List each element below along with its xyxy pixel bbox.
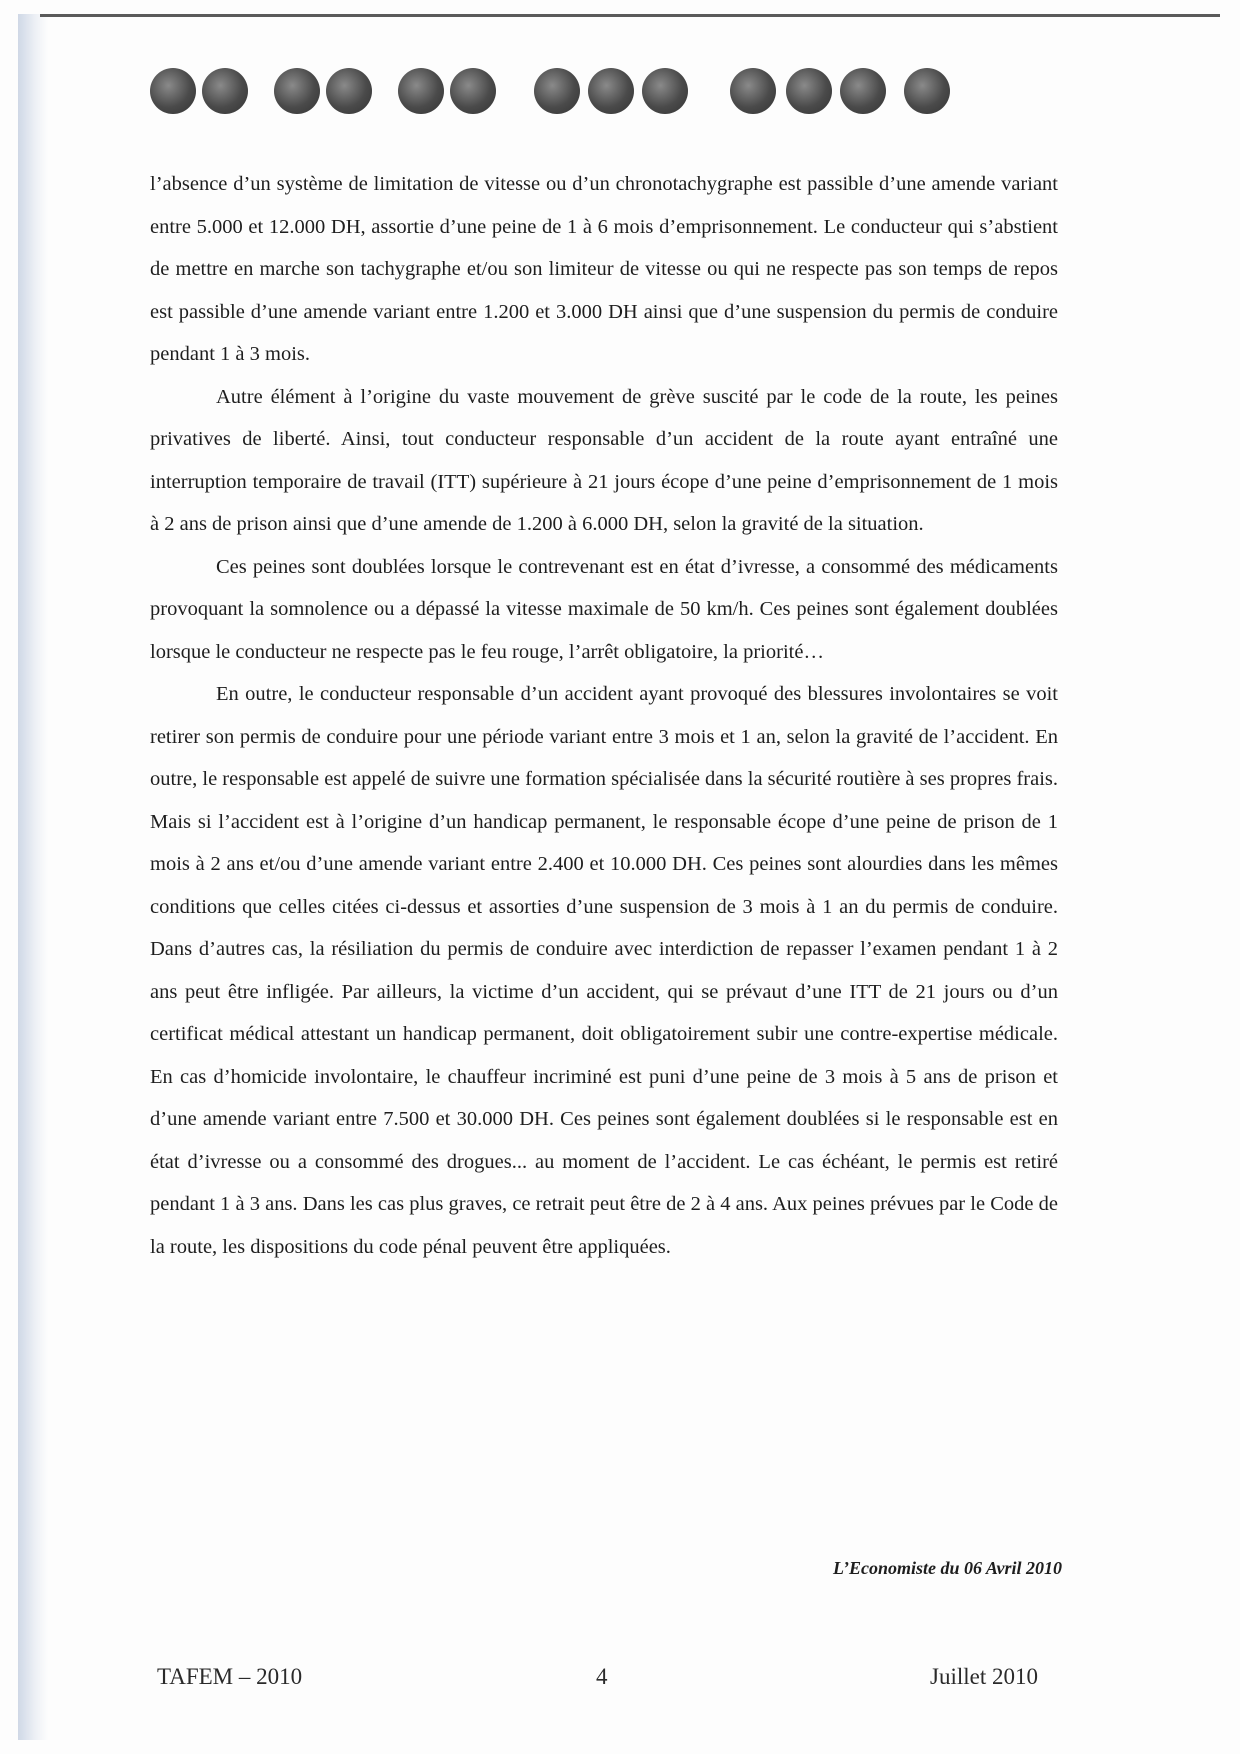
- dot-icon: [786, 68, 832, 114]
- scan-edge-left: [18, 14, 48, 1740]
- dot-icon: [588, 68, 634, 114]
- paragraph: Ces peines sont doublées lorsque le contrevenant est en état d’ivresse, a consommé des médicaments provoquant la somnolence ou a dépassé la vitesse maximale de 50 km/h. Ces peines sont également doublées lorsque le conducteur ne respecte pas le feu rouge, l’arrêt obligatoire, la priorité…: [150, 555, 1058, 663]
- dot-icon: [642, 68, 688, 114]
- decorative-dot-header: [150, 68, 1050, 124]
- dot-icon: [534, 68, 580, 114]
- dot-icon: [326, 68, 372, 114]
- scan-edge-top: [40, 14, 1220, 17]
- dot-icon: [450, 68, 496, 114]
- dot-icon: [202, 68, 248, 114]
- page-number: 4: [596, 1664, 608, 1689]
- paragraph: l’absence d’un système de limitation de vitesse ou d’un chronotachygraphe est passible d’une amende variant entre 5.000 et 12.000 DH, assortie d’une peine de 1 à 6 mois d’emprisonnement. Le conducteur qui s’abstient de mettre en marche son tachygraphe et/ou son limiteur de vitesse ou qui ne respecte pas son temps de repos est passible d’une amende variant entre 1.200 et 3.000 DH ainsi que d’une suspension du permis de conduire pendant 1 à 3 mois.: [150, 173, 1058, 365]
- footer-right: Juillet 2010: [930, 1664, 1038, 1689]
- dot-icon: [150, 68, 196, 114]
- paragraph: Autre élément à l’origine du vaste mouvement de grève suscité par le code de la route, les peines privatives de liberté. Ainsi, tout conducteur responsable d’un accident de la route ayant entraîné une interruption temporaire de travail (ITT) supérieure à 21 jours écope d’une peine d’emprisonnement de 1 mois à 2 ans de prison ainsi que d’une amende de 1.200 à 6.000 DH, selon la gravité de la situation.: [150, 385, 1058, 535]
- source-citation: L’Economiste du 06 Avril 2010: [832, 1558, 1062, 1578]
- dot-icon: [904, 68, 950, 114]
- dot-icon: [274, 68, 320, 114]
- dot-icon: [840, 68, 886, 114]
- dot-icon: [398, 68, 444, 114]
- dot-icon: [730, 68, 776, 114]
- paragraph: En outre, le conducteur responsable d’un accident ayant provoqué des blessures involontaires se voit retirer son permis de conduire pour une période variant entre 3 mois et 1 an, selon la gravité de l’accident. En outre, le responsable est appelé de suivre une formation spécialisée dans la sécurité routière à ses propres frais. Mais si l’accident est à l’origine d’un handicap permanent, le responsable écope d’une peine de prison de 1 mois à 2 ans et/ou d’une amende variant entre 2.400 et 10.000 DH. Ces peines sont alourdies dans les mêmes conditions que celles citées ci-dessus et assorties d’une suspension de 3 mois à 1 an du permis de conduire. Dans d’autres cas, la résiliation du permis de conduire avec interdiction de repasser l’examen pendant 1 à 2 ans peut être infligée. Par ailleurs, la victime d’un accident, qui se prévaut d’une ITT de 21 jours ou d’un certificat médical attestant un handicap permanent, doit obligatoirement subir une contre-expertise médicale. En cas d’homicide involontaire, le chauffeur incriminé est puni d’une peine de 3 mois à 5 ans de prison et d’une amende variant entre 7.500 et 30.000 DH. Ces peines sont également doublées si le responsable est en état d’ivresse ou a consommé des drogues... au moment de l’accident. Le cas échéant, le permis est retiré pendant 1 à 3 ans. Dans les cas plus graves, ce retrait peut être de 2 à 4 ans. Aux peines prévues par le Code de la route, les dispositions du code pénal peuvent être appliquées.: [150, 683, 1058, 1258]
- footer-left: TAFEM – 2010: [157, 1664, 303, 1689]
- article-body: [150, 163, 1058, 1268]
